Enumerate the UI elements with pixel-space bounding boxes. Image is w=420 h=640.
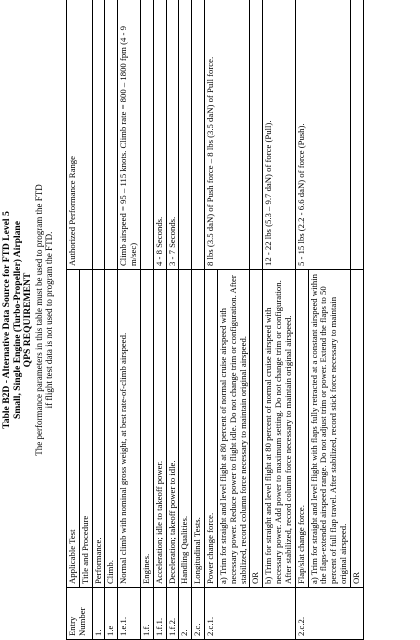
qps-requirement-label: QPS REQUIREMENT xyxy=(22,272,34,368)
table-row xyxy=(263,0,295,640)
row-entry: 2.c.1. xyxy=(205,588,296,640)
header-entry-number: Entry Number xyxy=(67,588,93,640)
row-title-header: Power change force. xyxy=(205,270,218,588)
row-range-empty xyxy=(250,0,263,270)
table-row xyxy=(192,0,205,640)
row-entry: 2.c.2. xyxy=(295,588,363,640)
row-range xyxy=(179,0,192,270)
table-subtitle: Small, Single Engine (Turbo-Propeller) Airplane xyxy=(11,220,23,420)
table-row xyxy=(140,0,153,640)
table-row xyxy=(205,0,218,640)
table-row xyxy=(295,0,308,640)
row-title: Deceleration; takeoff power to idle. xyxy=(166,270,179,588)
row-range-a: 5 - 15 lbs (2.2 - 6.6 daN) of force (Push). xyxy=(295,0,350,270)
row-title: Longitudinal Tests. xyxy=(192,270,205,588)
row-title: Climb. xyxy=(105,270,118,588)
row-subtest-b: b) Trim for straight and level flight at 80 percent of normal cruise airspeed with necessary power. Add power to maximum setting. Do not change trim or configuration. After stabilized, record column force necessary to maintain original airspeed. xyxy=(263,270,295,588)
header-applicable-test: Applicable Test xyxy=(67,270,80,588)
table-row xyxy=(92,0,105,640)
header-performance-range: Authorized Performance Range xyxy=(67,0,93,270)
performance-table xyxy=(66,0,364,640)
table-row xyxy=(153,0,166,640)
row-entry: 1.e xyxy=(105,588,118,640)
row-range: 4 - 8 Seconds. xyxy=(153,0,166,270)
row-range xyxy=(105,0,118,270)
row-entry: 2.c. xyxy=(192,588,205,640)
row-entry: 1.f.1. xyxy=(153,588,166,640)
row-range-empty xyxy=(350,0,363,270)
row-or-label: OR xyxy=(350,270,363,588)
table-row xyxy=(179,0,192,640)
row-title-header: Flap/slat change force. xyxy=(295,270,308,588)
row-entry: 1. xyxy=(92,588,105,640)
row-range: Climb airspeed = 95 – 115 knots. Climb rate = 800 – 1800 fpm (4 - 9 m/sec) xyxy=(118,0,141,270)
row-range xyxy=(92,0,105,270)
table-title: Table B2D - Alternative Data Source for FTD Level 5 xyxy=(1,211,12,429)
row-range-a: 8 lbs (3.5 daN) of Push force – 8 lbs (3.5 daN) of Pull force. xyxy=(205,0,250,270)
row-title: Normal climb with nominal gross weight, at best rate-of-climb airspeed. xyxy=(118,270,141,588)
row-subtest-a: a) Trim for straight and level flight at 80 percent of normal cruise airspeed with necessary power. Reduce power to flight idle. Do not change trim or configuration. After stabilized, record column force necessary to maintain original airspeed. xyxy=(217,270,249,588)
row-range-b: 12 - 22 lbs (5.3 – 9.7 daN) of force (Pull). xyxy=(263,0,295,270)
row-range xyxy=(140,0,153,270)
row-title: Engines. xyxy=(140,270,153,588)
row-subtest-a: a) Trim for straight and level flight with flaps fully retracted at a constant airspeed within the flaps-extended airspeed range. Do not adjust trim or power. Extend the flaps to 50 percent of full flap travel. After stabilized, record stick force necessary to maintain original airspeed. xyxy=(308,270,350,588)
table-row xyxy=(250,0,263,640)
row-title: Performance. xyxy=(92,270,105,588)
row-entry: 1.f.2. xyxy=(166,588,179,640)
row-entry: 1.f. xyxy=(140,588,153,640)
table-row xyxy=(105,0,118,640)
row-range xyxy=(192,0,205,270)
table-row xyxy=(166,0,179,640)
table-title-block xyxy=(2,0,54,640)
row-or-label: OR xyxy=(250,270,263,588)
row-entry: 2. xyxy=(179,588,192,640)
row-range: 3 - 7 Seconds. xyxy=(166,0,179,270)
table-note-line1: The performance parameters in this table must be used to program the FTD xyxy=(34,184,45,456)
header-title-procedure: Title and Procedure xyxy=(79,270,92,588)
table-row xyxy=(118,0,141,640)
table-note-line2: if flight test data is not used to program the FTD. xyxy=(44,231,55,409)
row-title: Handling Qualities. xyxy=(179,270,192,588)
row-title: Acceleration; idle to takeoff power. xyxy=(153,270,166,588)
row-entry: 1.e.1. xyxy=(118,588,141,640)
table-row xyxy=(350,0,363,640)
